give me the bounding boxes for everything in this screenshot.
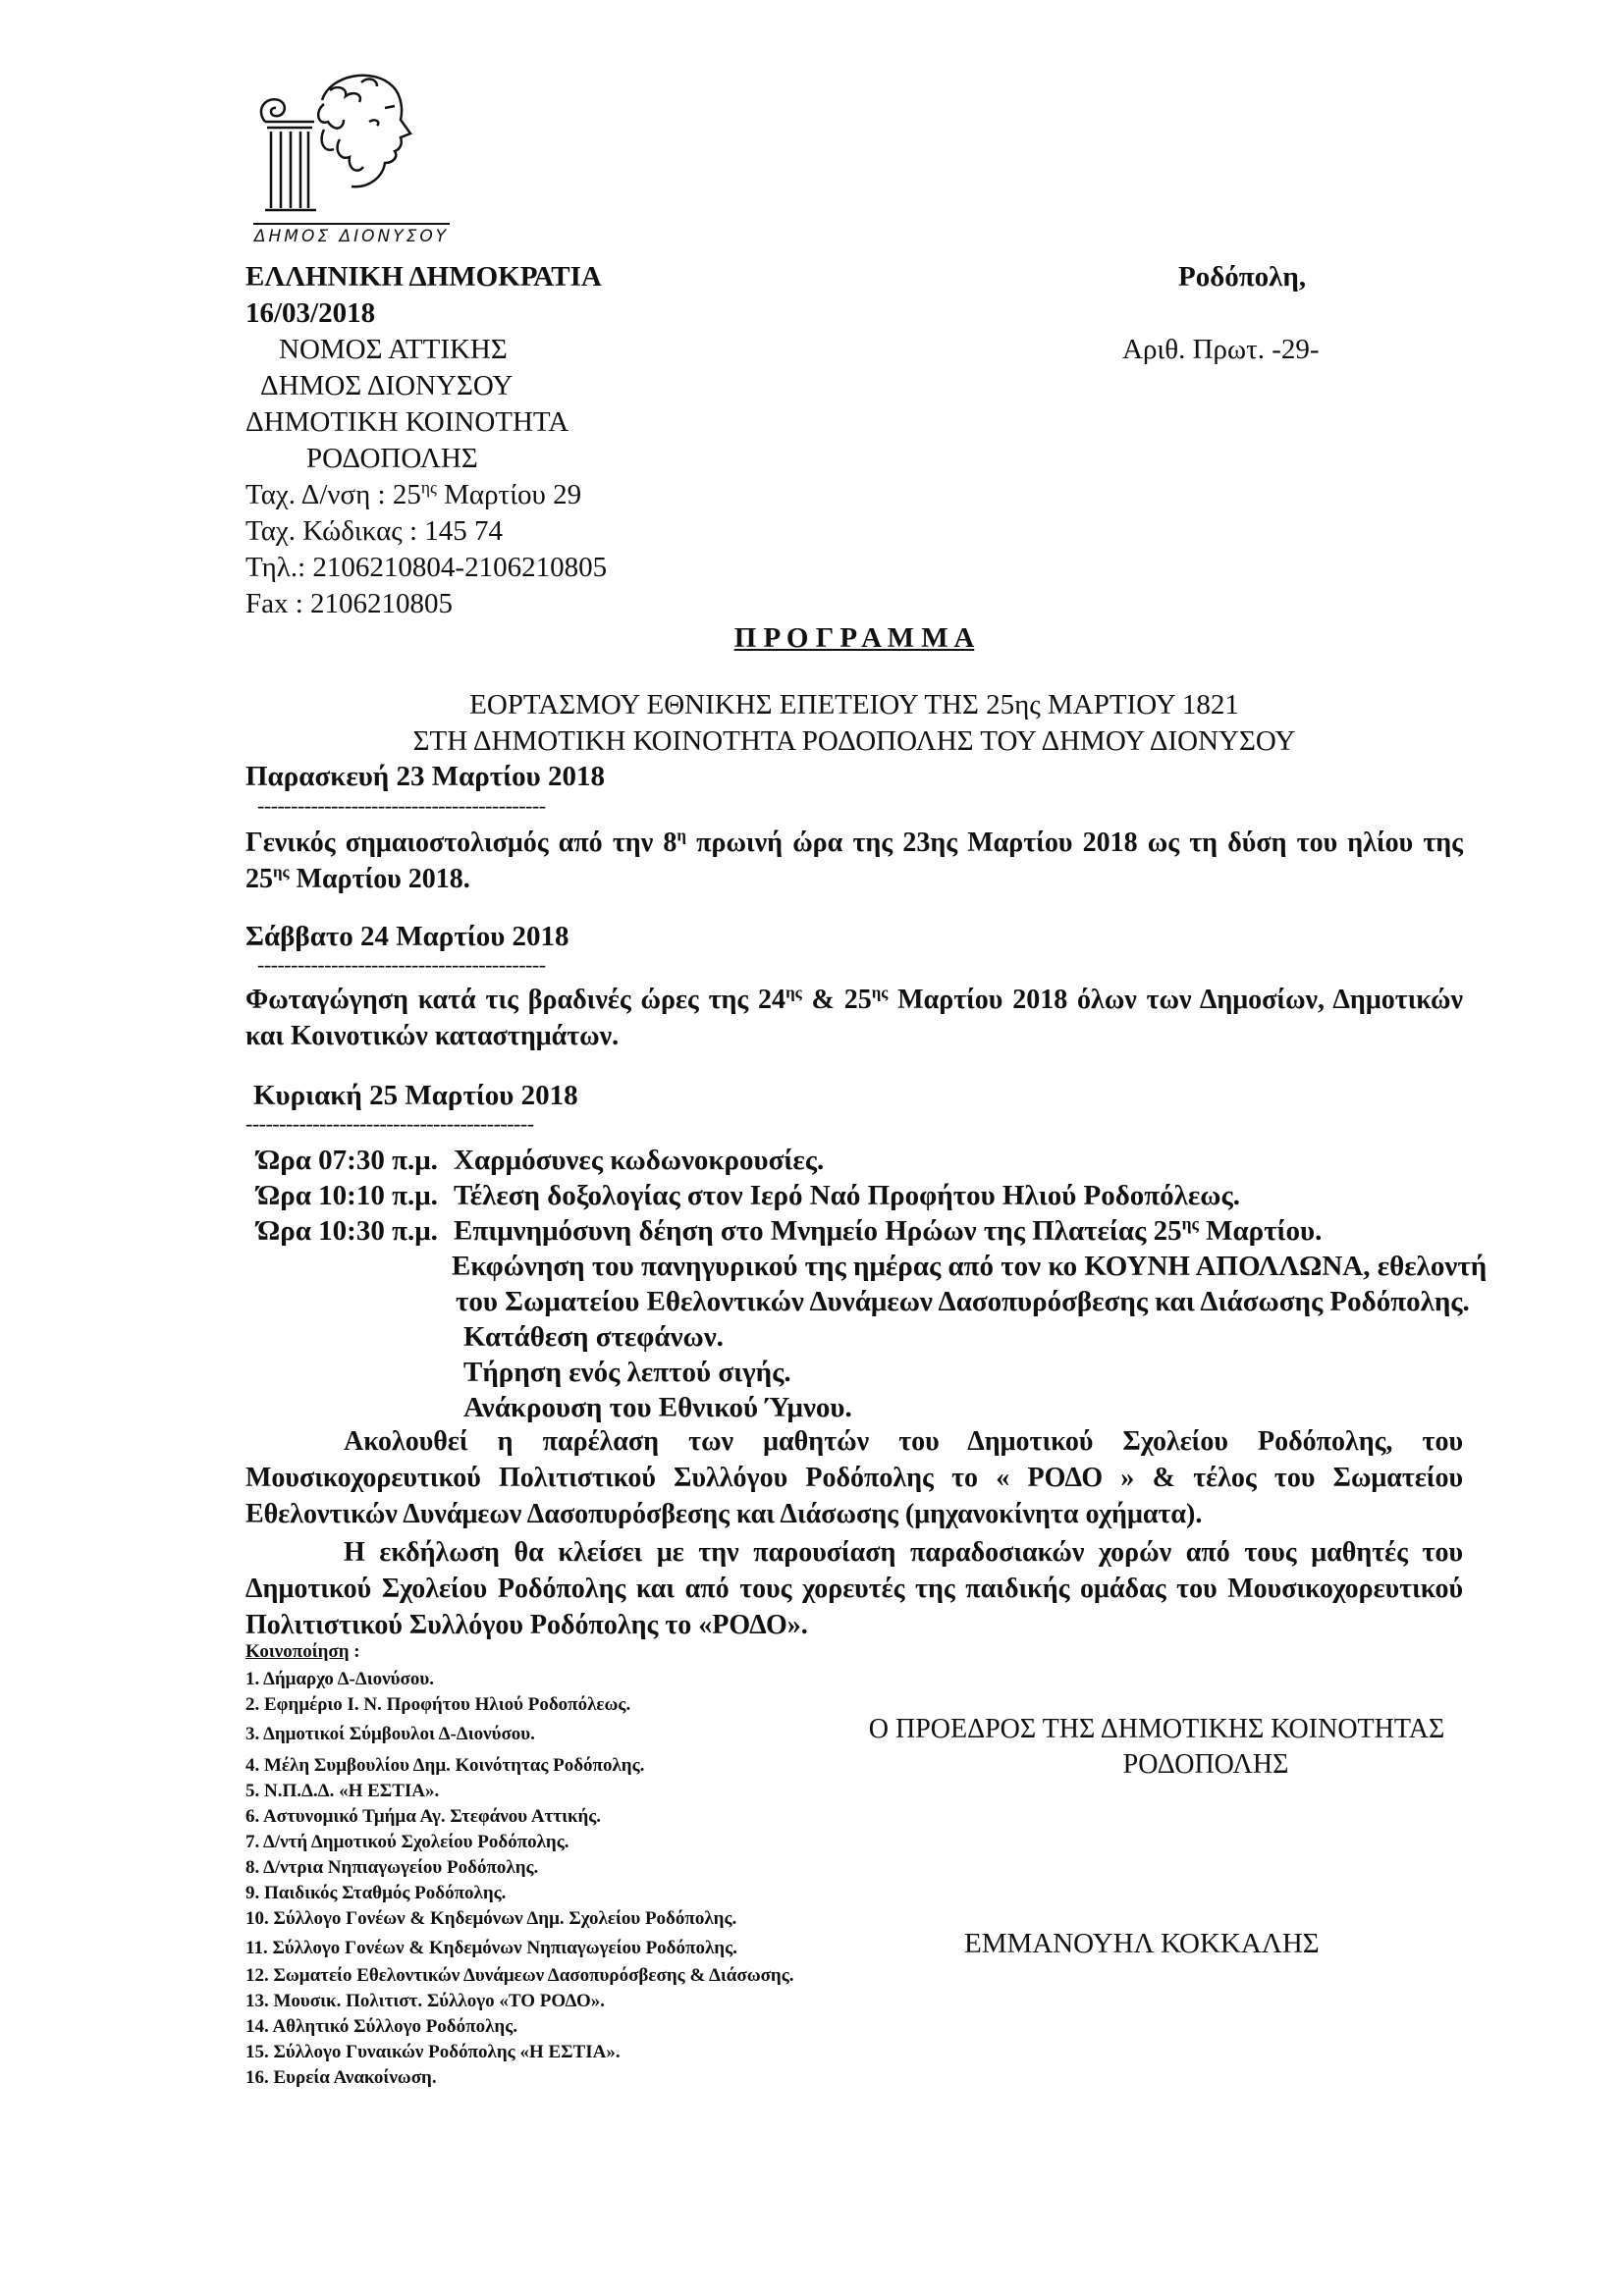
day2-paragraph xyxy=(245,982,1463,1054)
distribution-label-colon: : xyxy=(349,1641,360,1662)
day2-sup-a: ης xyxy=(785,983,802,1002)
address-sup: ης xyxy=(420,477,437,498)
silence-line: Τήρηση ενός λεπτού σιγής. xyxy=(463,1357,791,1388)
speech-line-2: του Σωματείου Εθελοντικών Δυνάμεων Δασοπυρόσβεσης και Διάσωσης Ροδόπολης. xyxy=(456,1286,1470,1317)
header-community-name: ΡΟΔΟΠΟΛΗΣ xyxy=(306,443,478,474)
day1-text-a: Γενικός σημαιοστολισμός από την 8 xyxy=(245,828,677,858)
header-postal: Ταχ. Κώδικας : 145 74 xyxy=(245,515,504,547)
parade-paragraph: Ακολουθεί η παρέλαση των μαθητών του Δημοτικού Σχολείου Ροδόπολης, του Μουσικοχορευτικού Πολιτιστικού Συλλόγου Ροδόπολης το « ΡΟΔΟ » & τέλος του Σωματείου Εθελοντικών Δυνάμεων Δασοπυρόσβεσης και Διάσωσης (μηχανοκίνητα οχήματα). xyxy=(245,1426,1463,1529)
address-text: Ταχ. Δ/νση : 25 xyxy=(245,479,421,510)
list-item: 2. Εφημέριο Ι. Ν. Προφήτου Ηλιού Ροδοπόλεως. xyxy=(245,1694,631,1715)
list-item: 4. Μέλη Συμβουλίου Δημ. Κοινότητας Ροδόπολης. xyxy=(245,1755,645,1776)
list-item: 10. Σύλλογο Γονέων & Κηδεμόνων Δημ. Σχολείου Ροδόπολης. xyxy=(245,1908,737,1929)
distribution-label xyxy=(245,1641,360,1663)
dionysus-head-icon xyxy=(245,61,461,218)
header-protocol: Αριθ. Πρωτ. -29- xyxy=(1122,334,1320,365)
distribution-label-text: Κοινοποίηση xyxy=(245,1641,350,1662)
event-row xyxy=(257,1213,1465,1250)
event3-end: Μαρτίου. xyxy=(1198,1215,1323,1247)
divider: ------------------------------------------- xyxy=(257,793,546,818)
list-item: 5. Ν.Π.Δ.Δ. «Η ΕΣΤΙΑ». xyxy=(245,1781,440,1801)
day1-paragraph xyxy=(245,825,1463,897)
municipality-logo xyxy=(245,61,461,245)
event-row xyxy=(257,1178,1465,1214)
event-text xyxy=(454,1213,1322,1250)
event-time: Ώρα 10:10 π.μ. xyxy=(257,1180,438,1211)
day1-heading: Παρασκευή 23 Μαρτίου 2018 xyxy=(245,761,605,792)
day1-sup-a: η xyxy=(677,826,686,845)
event3-sup: ης xyxy=(1181,1213,1199,1234)
list-item: 6. Αστυνομικό Τμήμα Αγ. Στεφάνου Αττικής. xyxy=(245,1806,602,1827)
list-item: 9. Παιδικός Σταθμός Ροδόπολης. xyxy=(245,1883,507,1903)
header-country: ΕΛΛΗΝΙΚΗ ΔΗΜΟΚΡΑΤΙΑ xyxy=(245,261,602,293)
address-end: Μαρτίου 29 xyxy=(436,479,582,510)
list-item: 16. Ευρεία Ανακοίνωση. xyxy=(245,2067,437,2088)
list-item: 11. Σύλλογο Γονέων & Κηδεμόνων Νηπιαγωγείου Ροδόπολης. xyxy=(245,1938,737,1958)
day2-text-a: Φωταγώγηση κατά τις βραδινές ώρες της 24 xyxy=(245,985,786,1015)
day1-text-b: πρωινή ώρα της 23ης Μαρτίου 2018 ως τη δύση του ηλίου της 25 xyxy=(245,828,1463,894)
event-time: Ώρα 10:30 π.μ. xyxy=(257,1215,438,1247)
list-item: 8. Δ/ντρια Νηπιαγωγείου Ροδόπολης. xyxy=(245,1857,539,1878)
event-time: Ώρα 07:30 π.μ. xyxy=(257,1145,438,1176)
divider: ------------------------------------------- xyxy=(257,952,546,977)
signature-block xyxy=(842,1712,1471,1783)
day1-sup-b: ης xyxy=(273,862,290,881)
header-fax: Fax : 2106210805 xyxy=(245,588,454,619)
list-item: 12. Σωματείο Εθελοντικών Δυνάμεων Δασοπυρόσβεσης & Διάσωσης. xyxy=(245,1965,794,1986)
closing-paragraph: Η εκδήλωση θα κλείσει με την παρουσίαση παραδοσιακών χορών από τους μαθητές του Δημοτικού Σχολείου Ροδόπολης και από τους χορευτές της παιδικής ομάδας του Μουσικοχορευτικού Πολιτιστικού Συλλόγου Ροδόπολης το «ΡΟΔΟ». xyxy=(245,1537,1463,1640)
document-title: Π Ρ Ο Γ Ρ Α Μ Μ Α xyxy=(733,622,975,654)
signature-name: ΕΜΜΑΝΟΥΗΛ ΚΟΚΚΑΛΗΣ xyxy=(964,1928,1320,1959)
document-subtitle-1: ΕΟΡΤΑΣΜΟΥ ΕΘΝΙΚΗΣ ΕΠΕΤΕΙΟΥ ΤΗΣ 25ης ΜΑΡΤΙΟΥ 1821 xyxy=(469,689,1239,721)
speech-line-1: Εκφώνηση του πανηγυρικού της ημέρας από τον κο ΚΟΥΝΗ ΑΠΟΛΛΩΝΑ, εθελοντή xyxy=(452,1251,1488,1282)
header-address xyxy=(245,477,581,513)
list-item: 15. Σύλλογο Γυναικών Ροδόπολης «Η ΕΣΤΙΑ». xyxy=(245,2042,621,2062)
event3-text: Επιμνημόσυνη δέηση στο Μνημείο Ηρώων της Πλατείας 25 xyxy=(454,1215,1182,1247)
header-prefecture: ΝΟΜΟΣ ΑΤΤΙΚΗΣ xyxy=(279,334,508,365)
divider: ------------------------------------------- xyxy=(245,1111,534,1136)
wreath-line: Κατάθεση στεφάνων. xyxy=(463,1321,724,1353)
document-subtitle-2: ΣΤΗ ΔΗΜΟΤΙΚΗ ΚΟΙΝΟΤΗΤΑ ΡΟΔΟΠΟΛΗΣ ΤΟΥ ΔΗΜΟΥ ΔΙΟΝΥΣΟΥ xyxy=(412,725,1296,757)
anthem-line: Ανάκρουση του Εθνικού Ύμνου. xyxy=(463,1392,852,1423)
event-row xyxy=(257,1143,1465,1179)
day2-heading: Σάββατο 24 Μαρτίου 2018 xyxy=(245,921,569,952)
header-phone: Τηλ.: 2106210804-2106210805 xyxy=(245,552,608,583)
list-item: 3. Δημοτικοί Σύμβουλοι Δ-Διονύσου. xyxy=(245,1724,535,1744)
day2-sup-b: ης xyxy=(871,983,889,1002)
header-community: ΔΗΜΟΤΙΚΗ ΚΟΙΝΟΤΗΤΑ xyxy=(245,406,569,438)
event-text: Χαρμόσυνες κωδωνοκρουσίες. xyxy=(454,1145,825,1176)
day3-heading: Κυριακή 25 Μαρτίου 2018 xyxy=(253,1080,578,1111)
list-item: 7. Δ/ντή Δημοτικού Σχολείου Ροδόπολης. xyxy=(245,1832,569,1852)
day2-text-c: Μαρτίου 2018 όλων των Δημοσίων, Δημοτικών και Κοινοτικών καταστημάτων. xyxy=(245,985,1464,1051)
list-item: 14. Αθλητικό Σύλλογο Ροδόπολης. xyxy=(245,2016,517,2037)
header-place: Ροδόπολη, xyxy=(1178,261,1307,293)
day1-text-c: Μαρτίου 2018. xyxy=(289,864,470,894)
logo-caption: ΔΗΜΟΣ ΔΙΟΝΥΣΟΥ xyxy=(253,227,450,246)
header-date: 16/03/2018 xyxy=(245,297,376,329)
signature-role: Ο ΠΡΟΕΔΡΟΣ ΤΗΣ ΔΗΜΟΤΙΚΗΣ ΚΟΙΝΟΤΗΤΑΣ xyxy=(868,1714,1445,1744)
list-item: 13. Μουσικ. Πολιτιστ. Σύλλογο «ΤΟ ΡΟΔΟ». xyxy=(245,1991,605,2011)
list-item: 1. Δήμαρχο Δ-Διονύσου. xyxy=(245,1669,434,1689)
event-text: Τέλεση δοξολογίας στον Ιερό Ναό Προφήτου Ηλιού Ροδοπόλεως. xyxy=(454,1180,1240,1211)
day2-text-b: & 25 xyxy=(801,985,872,1015)
header-municipality: ΔΗΜΟΣ ΔΙΟΝΥΣΟΥ xyxy=(260,370,514,401)
signature-role-community: ΡΟΔΟΠΟΛΗΣ xyxy=(1122,1749,1289,1780)
